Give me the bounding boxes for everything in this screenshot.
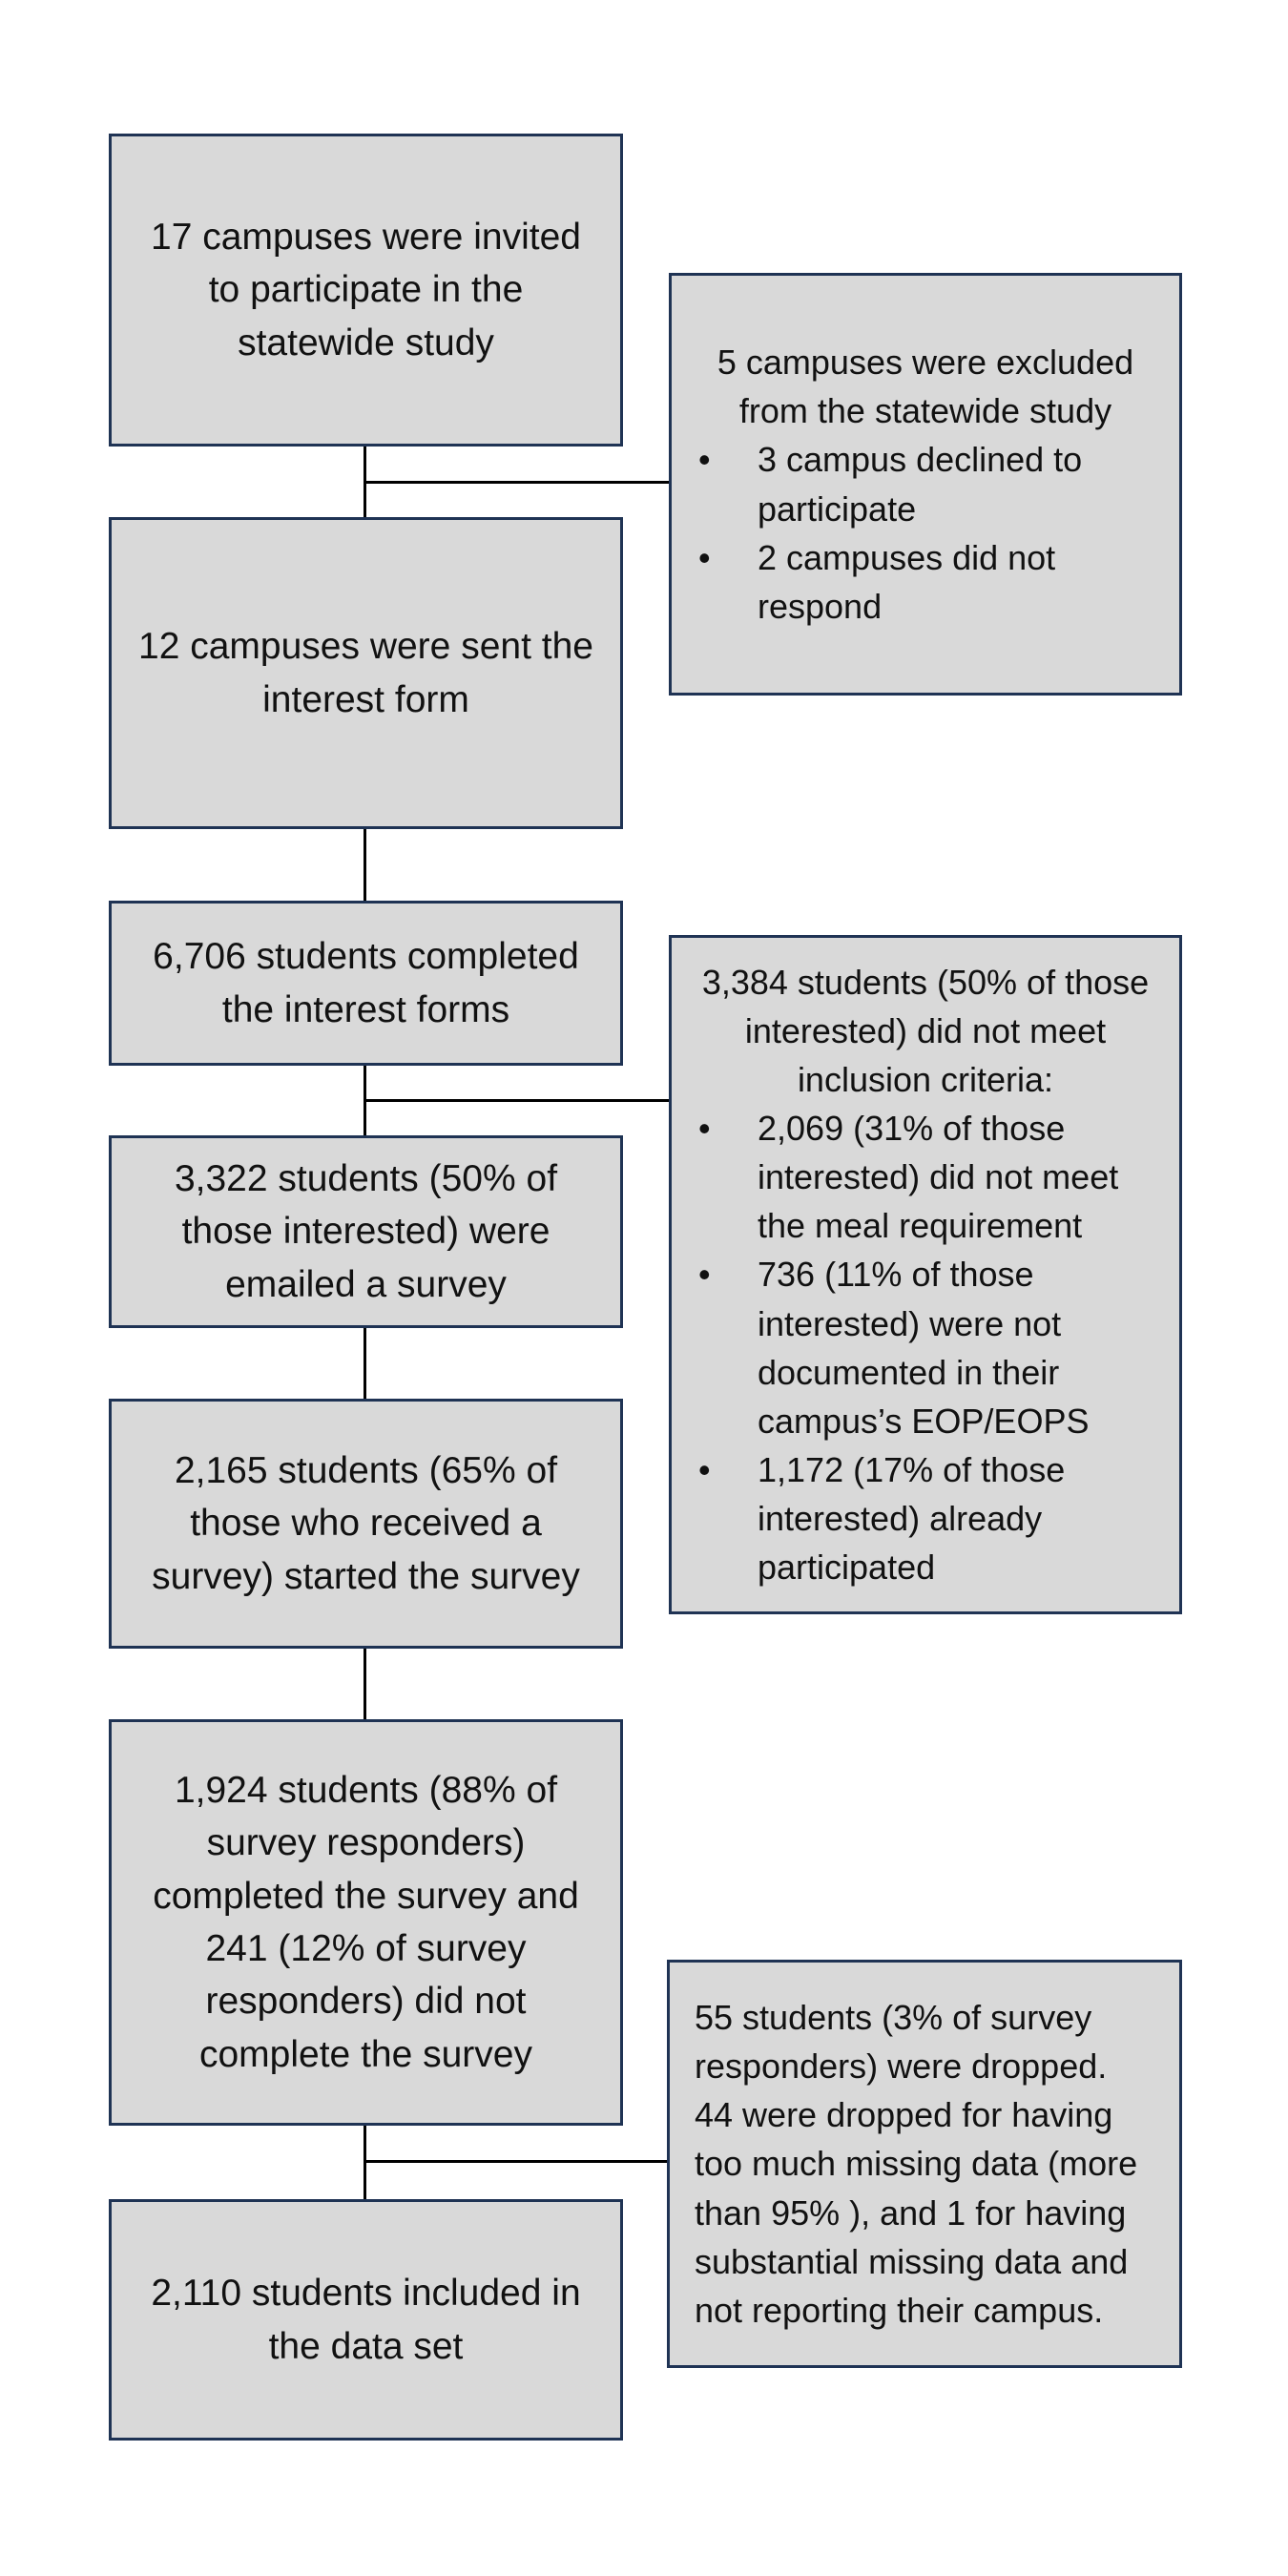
flow-step-emailed-survey (109, 1135, 623, 1328)
connector-2-3 (364, 827, 366, 901)
exclusion-students-item: • 1,172 (17% of those interested) already participated (698, 1445, 1153, 1591)
exclusion-campuses-heading: 5 campuses were excluded from the statewide study (717, 343, 1134, 431)
exclusion-campuses-item: • 3 campus declined to participate (698, 435, 1153, 532)
flow-step-included-text: 2,110 students included in the data set (151, 2273, 581, 2367)
exclusion-students-list (698, 1104, 1153, 1591)
flow-step-emailed-survey-text: 3,322 students (50% of those interested) were emailed a survey (174, 1157, 558, 1305)
flow-step-interest-form-sent-text: 12 campuses were sent the interest form (138, 626, 593, 720)
flow-step-invited (109, 134, 623, 447)
exclusion-campuses-list (698, 435, 1153, 630)
exclusion-box-dropped (667, 1960, 1182, 2368)
exclusion-dropped-text: 55 students (3% of survey responders) were dropped. 44 were dropped for having too much missing data (more than 95% ), and 1 for having substantial missing data and not reporting their campus. (695, 1998, 1138, 2330)
exclusion-students-heading: 3,384 students (50% of those interested) did not meet inclusion criteria: (701, 962, 1150, 1099)
flow-step-interest-completed (109, 901, 623, 1066)
connector-5-6 (364, 1649, 366, 1719)
flow-step-completed-survey (109, 1719, 623, 2126)
flow-step-invited-text: 17 campuses were invited to participate in the statewide study (151, 216, 581, 364)
connector-exclusion-dropped (364, 2160, 667, 2163)
exclusion-box-campuses (669, 273, 1182, 696)
connector-exclusion-campus (364, 481, 669, 484)
flow-step-started-survey-text: 2,165 students (65% of those who received a survey) started the survey (152, 1449, 580, 1597)
connector-4-5 (364, 1328, 366, 1399)
flow-step-started-survey (109, 1399, 623, 1649)
connector-exclusion-students (364, 1099, 669, 1102)
exclusion-campuses-item: • 2 campuses did not respond (698, 533, 1153, 631)
flow-step-completed-survey-text: 1,924 students (88% of survey responders) completed the survey and 241 (12% of survey responders) did not complete the survey (153, 1769, 579, 2075)
exclusion-students-item: • 736 (11% of those interested) were not documented in their campus’s EOP/EOPS (698, 1250, 1153, 1444)
flow-step-included (109, 2199, 623, 2441)
flow-step-interest-form-sent (109, 517, 623, 829)
flow-step-interest-completed-text: 6,706 students completed the interest forms (153, 936, 579, 1030)
exclusion-students-item: • 2,069 (31% of those interested) did not meet the meal requirement (698, 1104, 1153, 1250)
exclusion-box-students (669, 935, 1182, 1614)
